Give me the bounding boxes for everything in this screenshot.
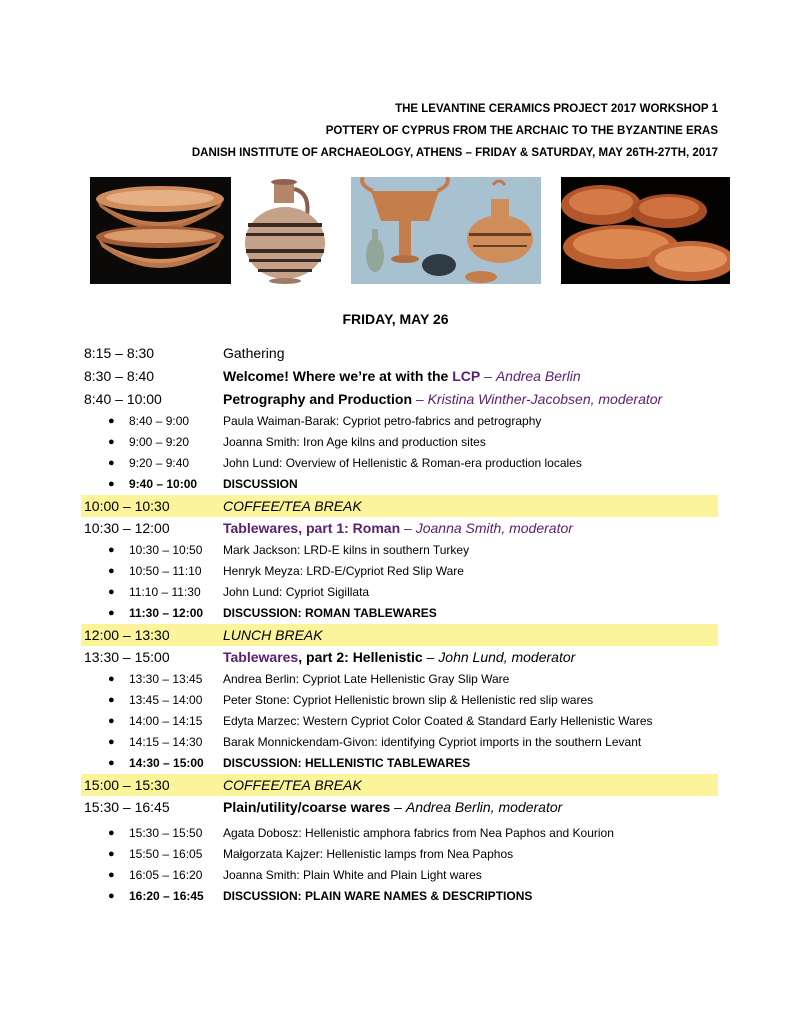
break-title: COFFEE/TEA BREAK	[223, 777, 362, 793]
talk-time: 13:30 – 13:45	[129, 672, 203, 686]
talk-time: 14:00 – 14:15	[129, 714, 203, 728]
red-bowls-photo	[561, 177, 730, 284]
session-time: 8:15 – 8:30	[84, 345, 155, 361]
talk-time: 16:20 – 16:45	[129, 889, 204, 903]
talk-title: DISCUSSION: ROMAN TABLEWARES	[223, 606, 437, 620]
session-title: Plain/utility/coarse wares	[223, 799, 391, 815]
talk-item	[81, 886, 718, 907]
session-description	[223, 646, 575, 669]
session-row	[81, 517, 718, 540]
talk-title: Paula Waiman-Barak: Cypriot petro-fabrics and petrography	[223, 414, 542, 428]
session-moderator: Andrea Berlin, moderator	[405, 799, 563, 815]
talk-item	[81, 865, 718, 886]
separator: –	[480, 368, 496, 384]
talk-time: 11:10 – 11:30	[129, 585, 201, 599]
talk-item	[81, 690, 718, 711]
document-header	[192, 98, 718, 164]
bullet-icon: ●	[108, 827, 115, 839]
session-time: 8:40 – 10:00	[84, 391, 162, 407]
bullet-icon: ●	[108, 544, 115, 556]
talk-item	[81, 411, 718, 432]
talk-item	[81, 432, 718, 453]
break-title: LUNCH BREAK	[223, 627, 323, 643]
session-time: 15:30 – 16:45	[84, 799, 170, 815]
bullet-icon: ●	[108, 673, 115, 685]
pottery-photo-strip	[90, 177, 730, 284]
bullet-icon: ●	[108, 694, 115, 706]
bullet-icon: ●	[108, 457, 115, 469]
bullet-icon: ●	[108, 757, 115, 769]
session-moderator: Andrea Berlin	[495, 368, 581, 384]
talk-time: 11:30 – 12:00	[129, 606, 204, 620]
talk-title: Henryk Meyza: LRD-E/Cypriot Red Slip Ware	[223, 564, 464, 578]
bullet-icon: ●	[108, 586, 115, 598]
session-title-suffix: , part 2: Hellenistic	[298, 649, 423, 665]
talk-item	[81, 474, 718, 495]
session-row	[81, 796, 718, 819]
talk-time: 9:00 – 9:20	[129, 435, 190, 449]
talk-item	[81, 603, 718, 624]
bullet-icon: ●	[108, 565, 115, 577]
talk-time: 9:20 – 9:40	[129, 456, 190, 470]
vessel-group-photo	[351, 177, 541, 284]
talk-time: 10:50 – 11:10	[129, 564, 202, 578]
session-row	[81, 646, 718, 669]
session-description	[223, 796, 562, 819]
talk-item	[81, 753, 718, 774]
separator: –	[400, 520, 416, 536]
session-description	[223, 517, 573, 540]
talk-time: 16:05 – 16:20	[129, 868, 203, 882]
talk-title: DISCUSSION: HELLENISTIC TABLEWARES	[223, 756, 471, 770]
separator: –	[390, 799, 406, 815]
talk-time: 9:40 – 10:00	[129, 477, 198, 491]
session-title: Gathering	[223, 345, 285, 361]
session-description	[223, 388, 662, 411]
talk-item	[81, 669, 718, 690]
bullet-icon: ●	[108, 890, 115, 902]
talk-time: 15:50 – 16:05	[129, 847, 203, 861]
day-title: FRIDAY, MAY 26	[342, 311, 449, 327]
bullet-icon: ●	[108, 869, 115, 881]
talk-title: Joanna Smith: Plain White and Plain Light wares	[223, 868, 482, 882]
bullet-icon: ●	[108, 415, 115, 427]
talk-title: Edyta Marzec: Western Cypriot Color Coated & Standard Early Hellenistic Wares	[223, 714, 653, 728]
break-row	[81, 495, 718, 517]
talk-item	[81, 582, 718, 603]
talk-title: John Lund: Overview of Hellenistic & Roman-era production locales	[223, 456, 582, 470]
session-moderator: Kristina Winther-Jacobsen, moderator	[427, 391, 663, 407]
break-time: 15:00 – 15:30	[84, 777, 170, 793]
session-title: Petrography and Production	[223, 391, 413, 407]
bullet-icon: ●	[108, 715, 115, 727]
break-time: 10:00 – 10:30	[84, 498, 170, 514]
talk-item	[81, 711, 718, 732]
header-line-1: THE LEVANTINE CERAMICS PROJECT 2017 WORKSHOP 1	[395, 103, 718, 115]
session-time: 10:30 – 12:00	[84, 520, 170, 536]
break-title: COFFEE/TEA BREAK	[223, 498, 362, 514]
talk-title: Andrea Berlin: Cypriot Late Hellenistic Gray Slip Ware	[223, 672, 510, 686]
session-moderator: Joanna Smith, moderator	[415, 520, 573, 536]
talk-time: 14:30 – 15:00	[129, 756, 204, 770]
session-row	[81, 388, 718, 411]
session-description	[223, 365, 581, 388]
talk-title: Agata Dobosz: Hellenistic amphora fabrics from Nea Paphos and Kourion	[223, 826, 614, 840]
talk-item	[81, 732, 718, 753]
schedule	[81, 342, 718, 907]
session-time: 13:30 – 15:00	[84, 649, 170, 665]
header-line-3: DANISH INSTITUTE OF ARCHAEOLOGY, ATHENS – FRIDAY & SATURDAY, MAY 26TH-27TH, 2017	[191, 147, 718, 159]
session-time: 8:30 – 8:40	[84, 368, 155, 384]
header-line-2: POTTERY OF CYPRUS FROM THE ARCHAIC TO THE BYZANTINE ERAS	[325, 125, 718, 137]
bullet-icon: ●	[108, 436, 115, 448]
jug-photo	[240, 177, 330, 284]
bullet-icon: ●	[108, 736, 115, 748]
stacked-bowls-photo	[90, 177, 231, 284]
break-time: 12:00 – 13:30	[84, 627, 170, 643]
session-moderator: John Lund, moderator	[438, 649, 576, 665]
separator: –	[412, 391, 428, 407]
talk-item	[81, 823, 718, 844]
session-row	[81, 365, 718, 388]
session-title: Tablewares	[223, 649, 299, 665]
talk-item	[81, 561, 718, 582]
talk-title: John Lund: Cypriot Sigillata	[223, 585, 370, 599]
session-title: Welcome! Where we’re at with the	[223, 368, 453, 384]
bullet-icon: ●	[108, 607, 115, 619]
talk-title: Mark Jackson: LRD-E kilns in southern Turkey	[223, 543, 470, 557]
bullet-icon: ●	[108, 848, 115, 860]
talk-title: DISCUSSION: PLAIN WARE NAMES & DESCRIPTIONS	[223, 889, 533, 903]
break-row	[81, 774, 718, 796]
session-row	[81, 342, 718, 365]
talk-title: Joanna Smith: Iron Age kilns and production sites	[223, 435, 486, 449]
talk-title: Małgorzata Kajzer: Hellenistic lamps from Nea Paphos	[223, 847, 514, 861]
talk-time: 8:40 – 9:00	[129, 414, 190, 428]
talk-title: Barak Monnickendam-Givon: identifying Cypriot imports in the southern Levant	[223, 735, 642, 749]
talk-time: 10:30 – 10:50	[129, 543, 203, 557]
talk-time: 13:45 – 14:00	[129, 693, 203, 707]
talk-item	[81, 540, 718, 561]
talk-item	[81, 844, 718, 865]
bullet-icon: ●	[108, 478, 115, 490]
talk-item	[81, 453, 718, 474]
break-row	[81, 624, 718, 646]
talk-title: DISCUSSION	[223, 477, 298, 491]
talk-time: 14:15 – 14:30	[129, 735, 203, 749]
session-title: Tablewares, part 1: Roman	[223, 520, 401, 536]
talk-title: Peter Stone: Cypriot Hellenistic brown slip & Hellenistic red slip wares	[223, 693, 594, 707]
session-title-accent: LCP	[452, 368, 481, 384]
talk-time: 15:30 – 15:50	[129, 826, 203, 840]
separator: –	[422, 649, 439, 665]
